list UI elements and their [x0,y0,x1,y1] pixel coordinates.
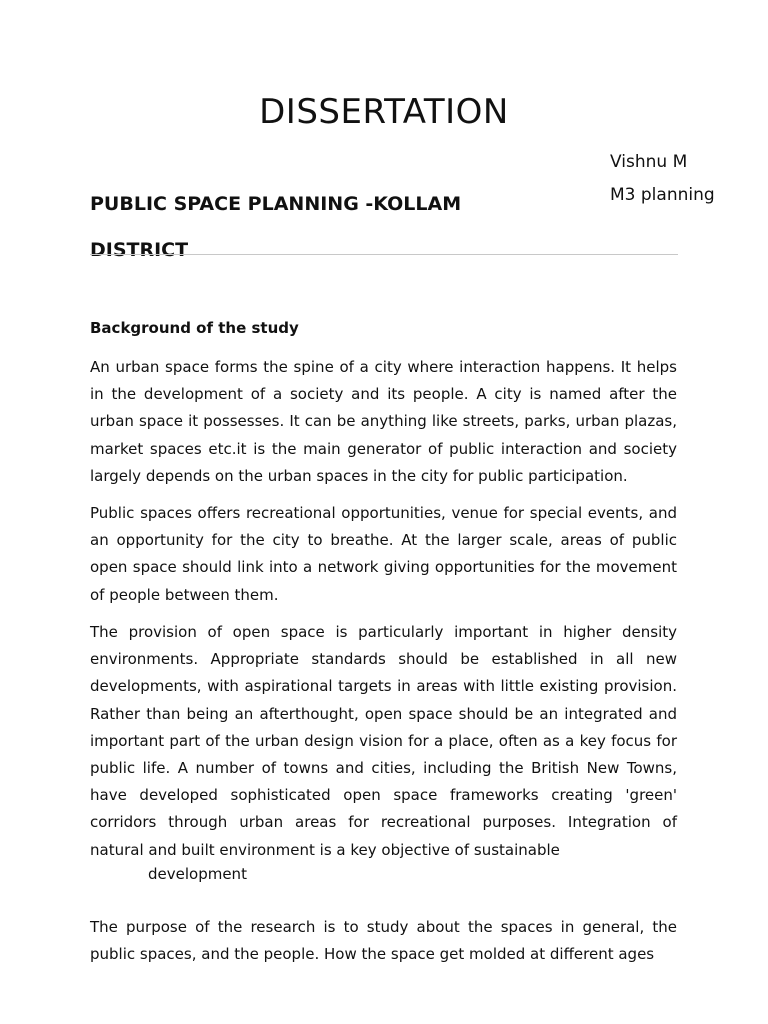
author-name: Vishnu M [610,152,688,172]
body-paragraph-3-tail: development [148,865,247,883]
body-paragraph-3: The provision of open space is particularly important in higher density environments. Appropriate standards should be established in all new developments, with aspirational targets in areas with little existing provision. Rather than being an afterthought, open space should be an integrated and important part of the urban design vision for a place, often as a key focus for public life. A number of towns and cities, including the British New Towns, have developed sophisticated open space frameworks creating 'green' corridors through urban areas for recreational purposes. Integration of natural and built environment is a key objective of sustainable [90,623,677,859]
body-paragraph-1: An urban space forms the spine of a city where interaction happens. It helps in the development of a society and its people. A city is named after the urban space it possesses. It can be anything like streets, parks, urban plazas, market spaces etc.it is the main generator of public interaction and society largely depends on the urban spaces in the city for public participation. [90,358,677,485]
author-class: M3 planning [610,185,715,205]
document-title: DISSERTATION [259,92,509,132]
body-paragraph-4: The purpose of the research is to study about the spaces in general, the public spaces, and the people. How the space get molded at different ages [90,918,677,964]
section-heading: Background of the study [90,319,299,337]
body-paragraph-2: Public spaces offers recreational opportunities, venue for special events, and an opportunity for the city to breathe. At the larger scale, areas of public open space should link into a network giving opportunities for the movement of people between them. [90,504,677,604]
subject-title: PUBLIC SPACE PLANNING -KOLLAM DISTRICT [90,193,462,261]
header-divider [90,254,678,255]
